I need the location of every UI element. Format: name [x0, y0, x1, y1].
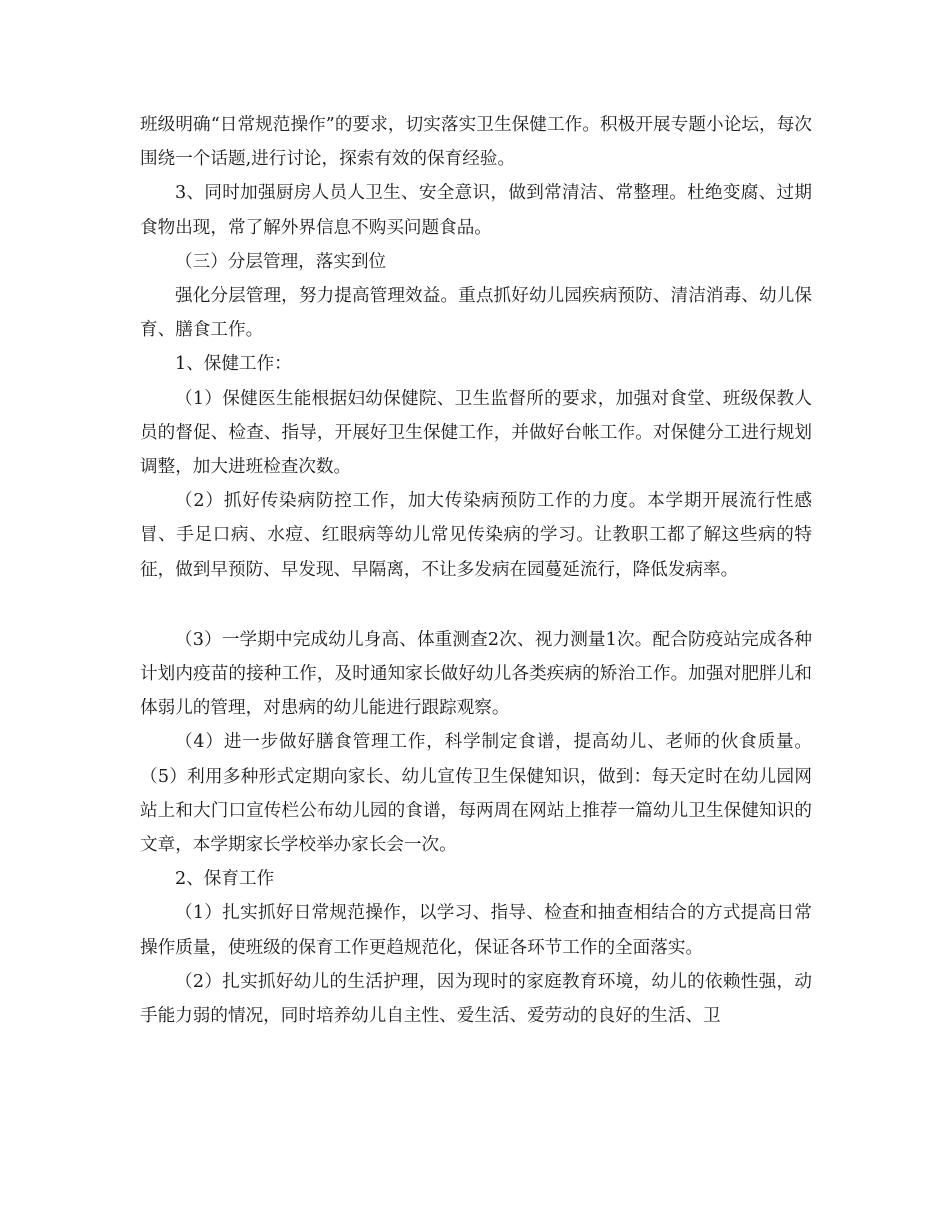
subheading-health-care: 1、保健工作： — [175, 354, 292, 375]
subheading-nursery-care: 2、保育工作 — [175, 869, 275, 890]
document-body — [140, 108, 812, 1033]
section-heading-layered-management: （三）分层管理，落实到位 — [175, 251, 387, 272]
paragraph-item-3: （3）一学期中完成幼儿身高、体重测查2次、视力测量1次。配合防疫站完成各种计划内疫苗的接种工作，及时通知家长做好幼儿各类疾病的矫治工作。加强对肥胖儿和体弱儿的管理，对患病的幼儿能进行跟踪观察。 — [140, 629, 812, 719]
paragraph-spacer — [140, 587, 812, 623]
paragraph-continuation: 班级明确“日常规范操作”的要求，切实落实卫生保健工作。积极开展专题小论坛，每次围绕一个话题,进行讨论，探索有效的保育经验。 — [140, 115, 812, 170]
paragraph-layered-management: 强化分层管理，努力提高管理效益。重点抓好幼儿园疾病预防、清洁消毒、幼儿保育、膳食工作。 — [140, 286, 812, 341]
paragraph-kitchen-hygiene: 3、同时加强厨房人员人卫生、安全意识，做到常清洁、常整理。杜绝变腐、过期食物出现，常了解外界信息不购买问题食品。 — [140, 183, 812, 238]
paragraph-item-1: （1）保健医生能根据妇幼保健院、卫生监督所的要求，加强对食堂、班级保教人员的督促、检查、指导，开展好卫生保健工作，并做好台帐工作。对保健分工进行规划调整，加大进班检查次数。 — [140, 388, 812, 478]
paragraph-care-item-1: （1）扎实抓好日常规范操作，以学习、指导、检查和抽查相结合的方式提高日常操作质量，使班级的保育工作更趋规范化，保证各环节工作的全面落实。 — [140, 903, 812, 958]
paragraph-item-4-5: （4）进一步做好膳食管理工作，科学制定食谱，提高幼儿、老师的伙食质量。（5）利用多种形式定期向家长、幼儿宣传卫生保健知识，做到：每天定时在幼儿园网站上和大门口宣传栏公布幼儿园的食谱，每两周在网站上推荐一篇幼儿卫生保健知识的文章，本学期家长学校举办家长会一次。 — [140, 732, 812, 856]
paragraph-care-item-2: （2）扎实抓好幼儿的生活护理，因为现时的家庭教育环境，幼儿的依赖性强，动手能力弱的情况，同时培养幼儿自主性、爱生活、爱劳动的良好的生活、卫 — [140, 971, 812, 1027]
paragraph-item-2: （2）抓好传染病防控工作，加大传染病预防工作的力度。本学期开展流行性感冒、手足口病、水痘、红眼病等幼儿常见传染病的学习。让教职工都了解这些病的特征，做到早预防、早发现、早隔离，不让多发病在园蔓延流行，降低发病率。 — [140, 491, 812, 580]
